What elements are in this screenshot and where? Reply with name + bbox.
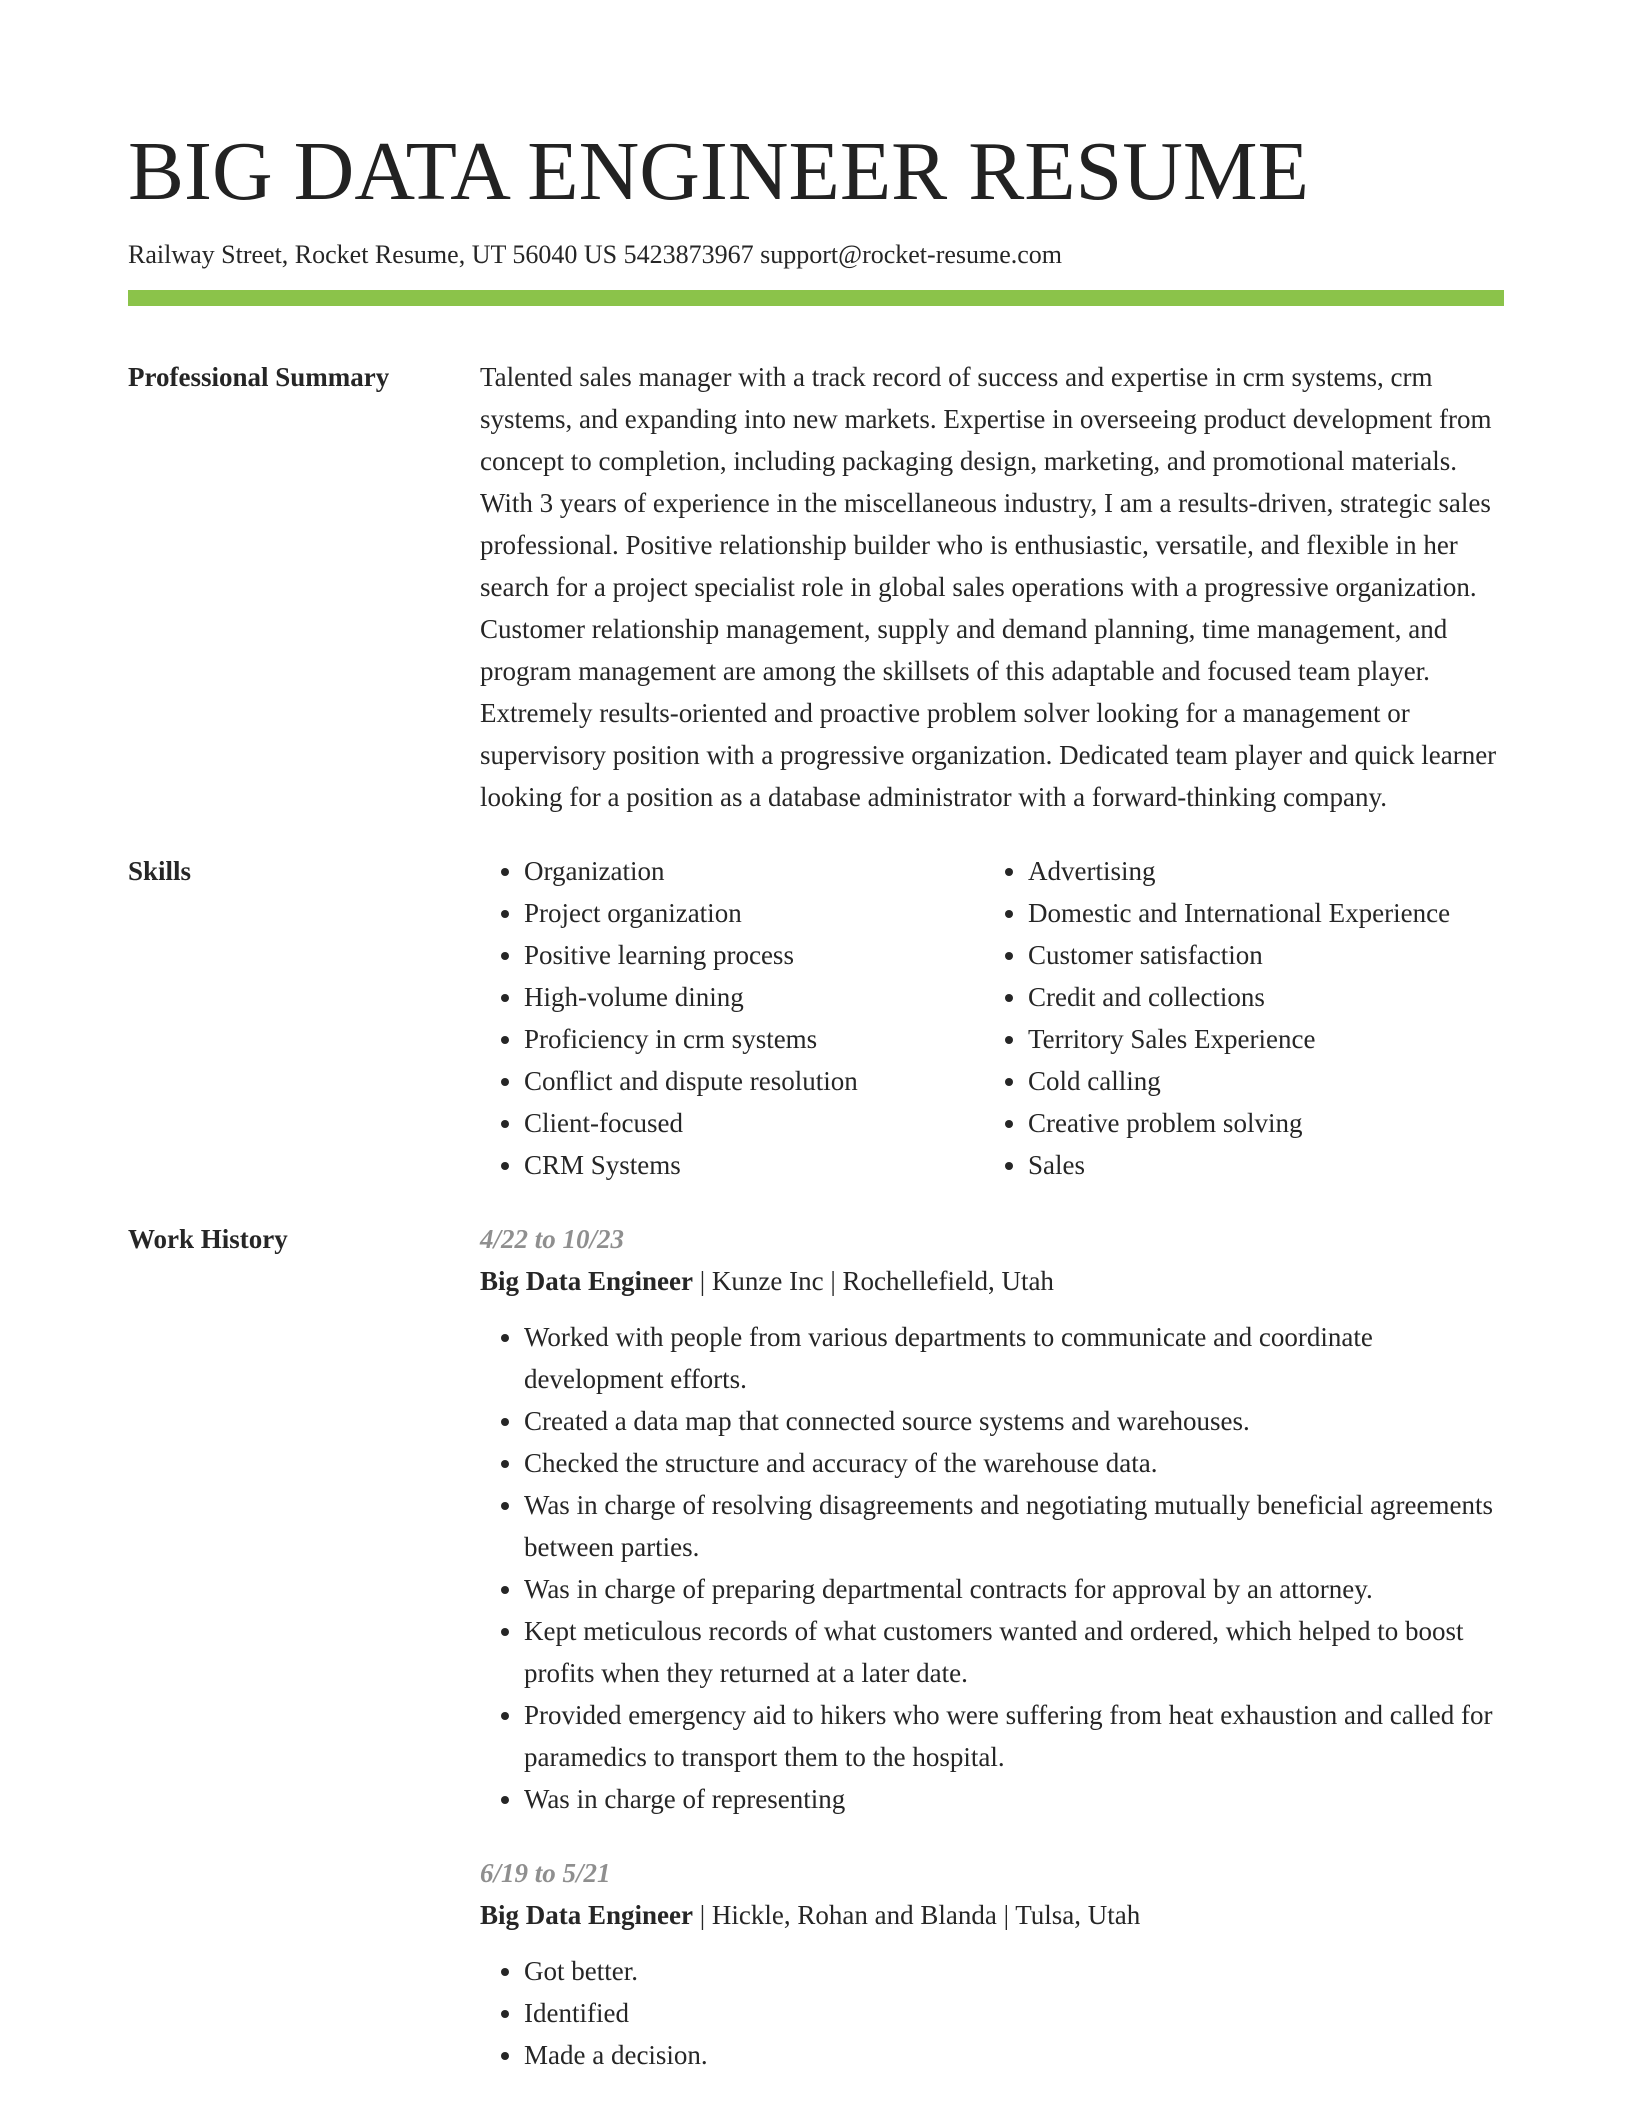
job-bullet: • Was in charge of representing <box>524 1778 1504 1820</box>
job-bullet: • Made a decision. <box>524 2034 1504 2076</box>
skill-item: • Positive learning process <box>524 934 984 976</box>
skill-item: • Credit and collections <box>1028 976 1488 1018</box>
job-bullet: • Identified <box>524 1992 1504 2034</box>
header-divider <box>128 290 1504 306</box>
skills-list-left <box>480 850 984 1186</box>
skill-item: • Sales <box>1028 1144 1488 1186</box>
skill-item: • High-volume dining <box>524 976 984 1018</box>
job-bullet: • Was in charge of resolving disagreements and negotiating mutually beneficial agreements between parties. <box>524 1484 1504 1568</box>
job-bullet-list <box>480 1316 1504 1820</box>
job-details: | Kunze Inc | Rochellefield, Utah <box>693 1265 1054 1296</box>
work-body <box>480 1218 1504 2076</box>
job-bullet: • Created a data map that connected source systems and warehouses. <box>524 1400 1504 1442</box>
job-bullet: • Checked the structure and accuracy of the warehouse data. <box>524 1442 1504 1484</box>
summary-text: Talented sales manager with a track record of success and expertise in crm systems, crm systems, and expanding into new markets. Expertise in overseeing product development from concept to completion, including packaging design, marketing, and promotional materials. With 3 years of experience in the miscellaneous industry, I am a results-driven, strategic sales professional. Positive relationship builder who is enthusiastic, versatile, and flexible in her search for a project specialist role in global sales operations with a progressive organization. Customer relationship management, supply and demand planning, time management, and program management are among the skillsets of this adaptable and focused team player. Extremely results-oriented and proactive problem solver looking for a management or supervisory position with a progressive organization. Dedicated team player and quick learner looking for a position as a database administrator with a forward-thinking company. <box>480 361 1497 812</box>
skill-item: • Domestic and International Experience <box>1028 892 1488 934</box>
skill-item: • Proficiency in crm systems <box>524 1018 984 1060</box>
job-heading <box>480 1260 1504 1302</box>
skill-item: • Customer satisfaction <box>1028 934 1488 976</box>
professional-summary-section <box>128 356 1504 818</box>
skills-list-right <box>984 850 1488 1186</box>
job-date: 6/19 to 5/21 <box>480 1857 611 1888</box>
job-date: 4/22 to 10/23 <box>480 1223 625 1254</box>
skill-item: • Territory Sales Experience <box>1028 1018 1488 1060</box>
resume-page <box>128 0 1504 2076</box>
job-bullet: • Kept meticulous records of what customers wanted and ordered, which helped to boost profits when they returned at a later date. <box>524 1610 1504 1694</box>
skill-item: • CRM Systems <box>524 1144 984 1186</box>
job-bullet: • Got better. <box>524 1950 1504 1992</box>
skills-body <box>480 850 1504 1186</box>
skill-item: • Project organization <box>524 892 984 934</box>
section-label-work: Work History <box>128 1223 288 1254</box>
skill-item: • Advertising <box>1028 850 1488 892</box>
contact-line: Railway Street, Rocket Resume, UT 56040 US 5423873967 support@rocket-resume.com <box>128 240 1063 269</box>
job-entry <box>480 1852 1504 2076</box>
work-history-section <box>128 1218 1504 2076</box>
skill-item: • Cold calling <box>1028 1060 1488 1102</box>
resume-title: BIG DATA ENGINEER RESUME <box>128 125 1309 218</box>
skill-item: • Creative problem solving <box>1028 1102 1488 1144</box>
section-label-summary: Professional Summary <box>128 361 390 392</box>
job-bullet: • Provided emergency aid to hikers who were suffering from heat exhaustion and called for paramedics to transport them to the hospital. <box>524 1694 1504 1778</box>
job-bullet-list <box>480 1950 1504 2076</box>
job-bullet: • Worked with people from various departments to communicate and coordinate development efforts. <box>524 1316 1504 1400</box>
job-bullet: • Was in charge of preparing departmental contracts for approval by an attorney. <box>524 1568 1504 1610</box>
job-entry <box>480 1218 1504 1820</box>
job-heading <box>480 1894 1504 1936</box>
skills-grid <box>480 850 1504 1186</box>
skills-section <box>128 850 1504 1186</box>
skill-item: • Conflict and dispute resolution <box>524 1060 984 1102</box>
job-title: Big Data Engineer <box>480 1265 693 1296</box>
section-label-skills: Skills <box>128 855 192 886</box>
skill-item: • Organization <box>524 850 984 892</box>
job-title: Big Data Engineer <box>480 1899 693 1930</box>
job-details: | Hickle, Rohan and Blanda | Tulsa, Utah <box>693 1899 1141 1930</box>
skill-item: • Client-focused <box>524 1102 984 1144</box>
